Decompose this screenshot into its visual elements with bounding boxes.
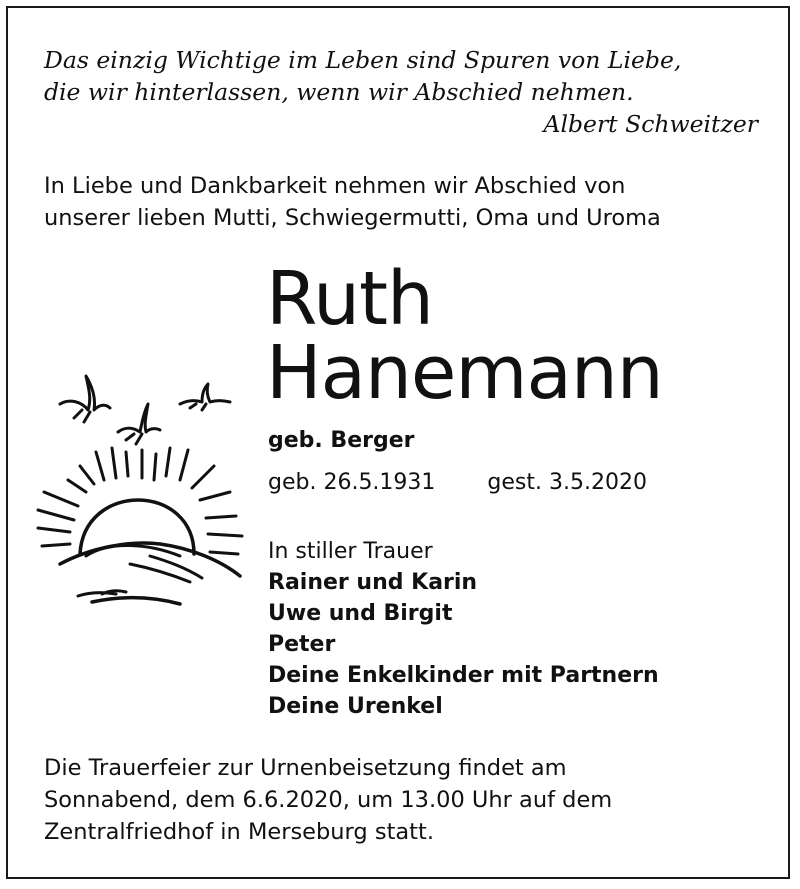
first-name: Ruth <box>266 256 433 342</box>
ceremony-info <box>44 752 612 848</box>
mourner-name: Uwe und Birgit <box>268 601 453 626</box>
mourners-list <box>268 536 659 722</box>
ceremony-line: Die Trauerfeier zur Urnenbeisetzung findet am <box>44 755 567 781</box>
intro-text <box>44 170 661 234</box>
quote-line: die wir hinterlassen, wenn wir Abschied nehmen. <box>44 78 634 106</box>
intro-line: In Liebe und Dankbarkeit nehmen wir Abschied von <box>44 173 626 199</box>
deceased-name <box>266 256 663 416</box>
maiden-name: geb. Berger <box>268 428 415 453</box>
mourners-heading: In stiller Trauer <box>268 539 433 564</box>
death-date: gest. 3.5.2020 <box>487 470 647 495</box>
mourner-name: Peter <box>268 632 336 657</box>
life-dates <box>268 470 647 495</box>
mourner-name: Rainer und Karin <box>268 570 478 595</box>
mourner-name: Deine Enkelkinder mit Partnern <box>268 663 659 688</box>
quote-author: Albert Schweitzer <box>543 110 758 138</box>
quote-line: Das einzig Wichtige im Leben sind Spuren von Liebe, <box>44 46 682 74</box>
mourner-name: Deine Urenkel <box>268 694 443 719</box>
intro-line: unserer lieben Mutti, Schwiegermutti, Oma und Uroma <box>44 205 661 231</box>
sunset-with-birds-icon <box>30 368 260 618</box>
ceremony-line: Sonnabend, dem 6.6.2020, um 13.00 Uhr auf dem <box>44 787 613 813</box>
last-name: Hanemann <box>266 330 663 416</box>
birth-date: geb. 26.5.1931 <box>268 470 436 495</box>
quote-block <box>44 44 764 140</box>
ceremony-line: Zentralfriedhof in Merseburg statt. <box>44 819 434 845</box>
